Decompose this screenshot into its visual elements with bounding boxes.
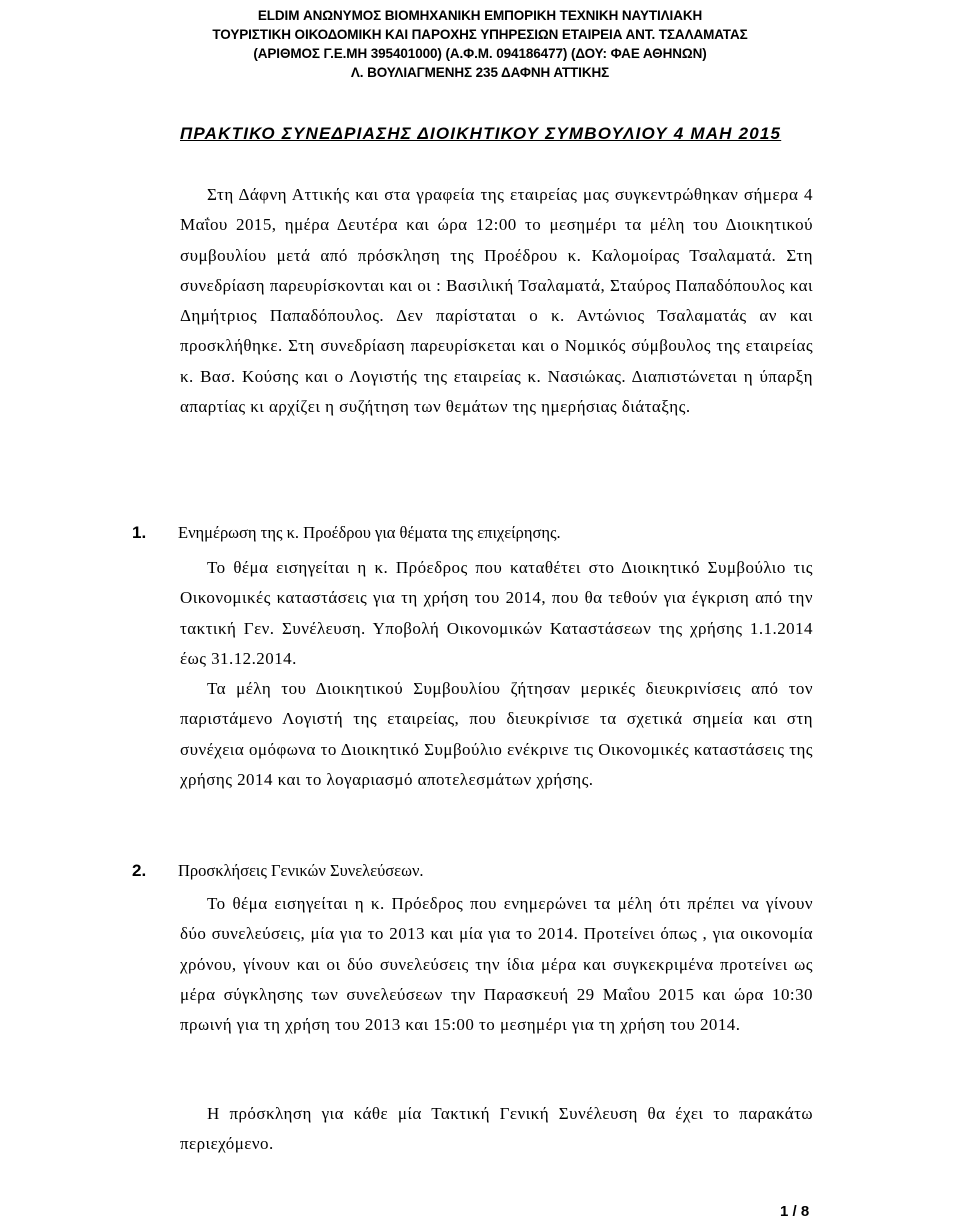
item-1-heading: [132, 523, 832, 543]
item-1-number: 1.: [132, 523, 147, 542]
item-2-heading: [132, 861, 832, 881]
letterhead-line-2: ΤΟΥΡΙΣΤΙΚΗ ΟΙΚΟΔΟΜΙΚΗ ΚΑΙ ΠΑΡΟΧΗΣ ΥΠΗΡΕΣΙΩΝ ΕΤΑΙΡΕΙΑ ΑΝΤ. ΤΣΑΛΑΜΑΤΑΣ: [212, 27, 748, 42]
letterhead-line-4: Λ. ΒΟΥΛΙΑΓΜΕΝΗΣ 235 ΔΑΦΝΗ ΑΤΤΙΚΗΣ: [350, 65, 610, 80]
item-2-title: Προσκλήσεις Γενικών Συνελεύσεων.: [178, 861, 424, 880]
item-1-paragraph-1: Το θέμα εισηγείται η κ. Πρόεδρος που καταθέτει στο Διοικητικό Συμβούλιο τις Οικονομικές καταστάσεις για τη χρήση του 2014, που θα τεθούν για έγκριση από την τακτική Γεν. Συνέλευση. Υποβολή Οικονομικών Καταστάσεων της χρήσης 1.1.2014 έως 31.12.2014.: [180, 558, 813, 668]
item-1-title: Ενημέρωση της κ. Προέδρου για θέματα της επιχείρησης.: [178, 523, 561, 542]
item-2-paragraph-1: Το θέμα εισηγείται η κ. Πρόεδρος που ενημερώνει τα μέλη ότι πρέπει να γίνουν δύο συνελεύσεις, μία για το 2013 και μία για το 2014. Προτείνει όπως , για οικονομία χρόνου, γίνουν και οι δύο συνελεύσεις την ίδια μέρα και συγκεκριμένα προτείνει ως μέρα σύγκλησης των συνελεύσεων την Παρασκευή 29 Μαΐου 2015 και ώρα 10:30 πρωινή για τη χρήση του 2013 και 15:00 το μεσημέρι για τη χρήση του 2014.: [180, 894, 813, 1035]
letterhead-line-1: ELDIM ΑΝΩΝΥΜΟΣ ΒΙΟΜΗΧΑΝΙΚΗ ΕΜΠΟΡΙΚΗ ΤΕΧΝΙΚΗ ΝΑΥΤΙΛΙΑΚΗ: [257, 8, 703, 23]
intro-paragraph: Στη Δάφνη Αττικής και στα γραφεία της εταιρείας μας συγκεντρώθηκαν σήμερα 4 Μαΐου 2015, ημέρα Δευτέρα και ώρα 12:00 το μεσημέρι τα μέλη του Διοικητικού συμβουλίου μετά από πρόσκληση της Προέδρου κ. Καλομοίρας Τσαλαματά. Στη συνεδρίαση παρευρίσκονται και οι : Βασιλική Τσαλαματά, Σταύρος Παπαδόπουλος και Δημήτριος Παπαδόπουλος. Δεν παρίσταται ο κ. Αντώνιος Τσαλαματάς αν και προσκλήθηκε. Στη συνεδρίαση παρευρίσκεται και ο Νομικός σύμβουλος της εταιρείας κ. Βασ. Κούσης και ο Λογιστής της εταιρείας κ. Νασιώκας. Διαπιστώνεται η ύπαρξη απαρτίας κι αρχίζει η συζήτηση των θεμάτων της ημερήσιας διάταξης.: [180, 185, 813, 417]
letterhead-line-3: (ΑΡΙΘΜΟΣ Γ.Ε.ΜΗ 395401000) (Α.Φ.Μ. 094186477) (ΔΟΥ: ΦΑΕ ΑΘΗΝΩΝ): [253, 46, 707, 61]
document-title: ΠΡΑΚΤΙΚΟ ΣΥΝΕΔΡΙΑΣΗΣ ΔΙΟΙΚΗΤΙΚΟΥ ΣΥΜΒΟΥΛΙΟΥ 4 ΜΑΗ 2015: [180, 124, 782, 143]
item-2-number: 2.: [132, 861, 147, 880]
letterhead: [0, 6, 960, 82]
item-1-paragraph-2: Τα μέλη του Διοικητικού Συμβουλίου ζήτησαν μερικές διευκρινίσεις από τον παριστάμενο Λογιστή της εταιρείας, που διευκρίνισε τα σχετικά σημεία και στη συνέχεια ομόφωνα το Διοικητικό Συμβούλιο ενέκρινε τις Οικονομικές καταστάσεις της χρήσης 2014 και το λογαριασμό αποτελεσμάτων χρήσης.: [180, 679, 813, 789]
item-2-paragraph-2: Η πρόσκληση για κάθε μία Τακτική Γενική Συνέλευση θα έχει το παρακάτω περιεχόμενο.: [180, 1104, 813, 1154]
page-number: 1 / 8: [780, 1203, 810, 1220]
